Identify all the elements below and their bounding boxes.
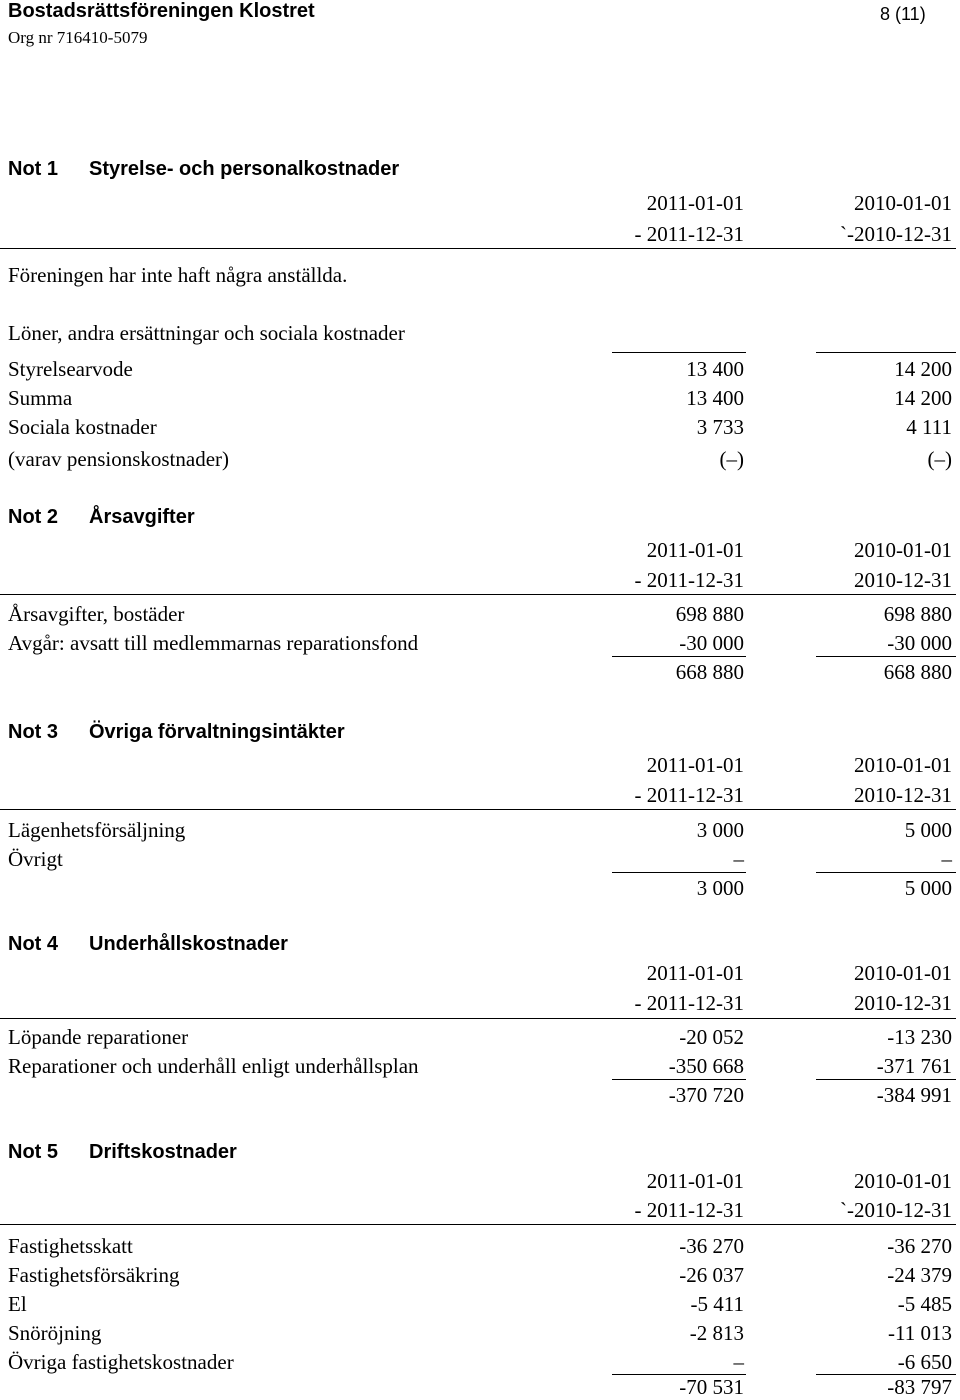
note3-row-label: Övrigt (8, 847, 63, 871)
note2-row-value-2011: 698 880 (675, 602, 744, 626)
note4-sum-rule-col1 (612, 1079, 746, 1080)
note1-row-value-2011: (–) (719, 447, 744, 471)
note1-period2-end: `-2010-12-31 (840, 222, 952, 246)
note1-row-label: Summa (8, 386, 73, 410)
note5-row-value-2010: -11 013 (888, 1321, 952, 1345)
note3-sum-rule-col1 (612, 872, 746, 873)
note5-period2-start: 2010-01-01 (854, 1169, 952, 1193)
note5-row-value-2011: -36 270 (679, 1234, 744, 1258)
note1-rule-col2 (816, 352, 956, 353)
note5-total-2011: -70 531 (679, 1375, 744, 1399)
note5-row-value-2011: – (733, 1350, 744, 1374)
note3-total-2011: 3 000 (696, 876, 744, 900)
company-name: Bostadsrättsföreningen Klostret (8, 0, 315, 22)
note2-period1-start: 2011-01-01 (646, 538, 744, 562)
note3-row-label: Lägenhetsförsäljning (8, 818, 186, 842)
note4-row-label: Löpande reparationer (8, 1025, 189, 1049)
note5-period1-start: 2011-01-01 (646, 1169, 744, 1193)
note3-title: Övriga förvaltningsintäkter (89, 721, 345, 743)
note2-total-2011: 668 880 (675, 660, 744, 684)
note5-row-value-2010: -5 485 (897, 1292, 952, 1316)
note2-period2-start: 2010-01-01 (854, 538, 952, 562)
note1-row-value-2010: (–) (927, 447, 952, 471)
note3-period1-start: 2011-01-01 (646, 753, 744, 777)
note1-row-label: Sociala kostnader (8, 415, 157, 439)
note5-header-rule (0, 1224, 956, 1225)
note3-total-2010: 5 000 (904, 876, 952, 900)
note4-header-rule (0, 1018, 956, 1019)
note4-period2-start: 2010-01-01 (854, 961, 952, 985)
note5-title: Driftskostnader (89, 1141, 237, 1163)
note3-row-value-2010: 5 000 (904, 818, 952, 842)
note4-row-value-2010: -13 230 (887, 1025, 952, 1049)
note4-row-label: Reparationer och underhåll enligt underhållsplan (8, 1054, 419, 1078)
note1-row-value-2010: 14 200 (894, 386, 952, 410)
note2-row-value-2010: -30 000 (887, 631, 952, 655)
note1-row-value-2010: 14 200 (894, 357, 952, 381)
note1-subheading: Löner, andra ersättningar och sociala kostnader (8, 321, 405, 345)
note3-row-value-2010: – (941, 847, 952, 871)
note2-sum-rule-col2 (816, 656, 956, 657)
note4-row-value-2010: -371 761 (876, 1054, 952, 1078)
note5-number: Not 5 (8, 1141, 58, 1163)
note5-row-value-2011: -2 813 (689, 1321, 744, 1345)
org-number: Org nr 716410-5079 (8, 28, 148, 47)
note1-header-rule (0, 248, 956, 249)
note1-row-label: (varav pensionskostnader) (8, 447, 230, 471)
note2-period1-end: - 2011-12-31 (634, 568, 744, 592)
note4-total-2010: -384 991 (876, 1083, 952, 1107)
note4-title: Underhållskostnader (89, 933, 288, 955)
note1-row-label: Styrelsearvode (8, 357, 133, 381)
note5-row-value-2011: -5 411 (690, 1292, 744, 1316)
note1-title: Styrelse- och personalkostnader (89, 158, 400, 180)
note4-total-2011: -370 720 (668, 1083, 744, 1107)
note4-period1-start: 2011-01-01 (646, 961, 744, 985)
note4-row-value-2011: -350 668 (668, 1054, 744, 1078)
note3-sum-rule-col2 (816, 872, 956, 873)
note2-number: Not 2 (8, 506, 58, 528)
note5-row-label: Snöröjning (8, 1321, 102, 1345)
note4-period1-end: - 2011-12-31 (634, 991, 744, 1015)
note4-row-value-2011: -20 052 (679, 1025, 744, 1049)
note2-total-2010: 668 880 (883, 660, 952, 684)
note5-period2-end: `-2010-12-31 (840, 1198, 952, 1222)
note2-row-label: Avgår: avsatt till medlemmarnas reparationsfond (8, 631, 419, 655)
note5-row-label: Fastighetsskatt (8, 1234, 133, 1258)
note5-period1-end: - 2011-12-31 (634, 1198, 744, 1222)
note1-row-value-2010: 4 111 (906, 415, 952, 439)
note2-row-value-2010: 698 880 (883, 602, 952, 626)
note5-row-label: Fastighetsförsäkring (8, 1263, 180, 1287)
note5-row-value-2011: -26 037 (679, 1263, 744, 1287)
note3-period2-end: 2010-12-31 (854, 783, 952, 807)
note2-row-value-2011: -30 000 (679, 631, 744, 655)
note4-period2-end: 2010-12-31 (854, 991, 952, 1015)
note1-period2-start: 2010-01-01 (854, 191, 952, 215)
note3-row-value-2011: – (733, 847, 744, 871)
note3-header-rule (0, 809, 956, 810)
note5-row-value-2010: -24 379 (887, 1263, 952, 1287)
note5-row-label: El (8, 1292, 27, 1316)
note2-row-label: Årsavgifter, bostäder (8, 602, 185, 626)
note1-period1-start: 2011-01-01 (646, 191, 744, 215)
note1-number: Not 1 (8, 158, 58, 180)
note2-title: Årsavgifter (89, 506, 195, 528)
note3-number: Not 3 (8, 721, 58, 743)
note1-row-value-2011: 13 400 (686, 357, 744, 381)
note3-period2-start: 2010-01-01 (854, 753, 952, 777)
note2-sum-rule-col1 (612, 656, 746, 657)
note1-row-value-2011: 3 733 (696, 415, 744, 439)
note2-period2-end: 2010-12-31 (854, 568, 952, 592)
note3-period1-end: - 2011-12-31 (634, 783, 744, 807)
note5-row-value-2010: -36 270 (887, 1234, 952, 1258)
note1-rule-col1 (612, 352, 746, 353)
note4-sum-rule-col2 (816, 1079, 956, 1080)
note4-number: Not 4 (8, 933, 58, 955)
note2-header-rule (0, 594, 956, 595)
note5-total-2010: -83 797 (887, 1375, 952, 1399)
note1-row-value-2011: 13 400 (686, 386, 744, 410)
note3-row-value-2011: 3 000 (696, 818, 744, 842)
note1-text: Föreningen har inte haft några anställda. (8, 263, 348, 287)
page-number: 8 (11) (880, 4, 926, 24)
note5-row-value-2010: -6 650 (897, 1350, 952, 1374)
note1-period1-end: - 2011-12-31 (634, 222, 744, 246)
note5-row-label: Övriga fastighetskostnader (8, 1350, 234, 1374)
